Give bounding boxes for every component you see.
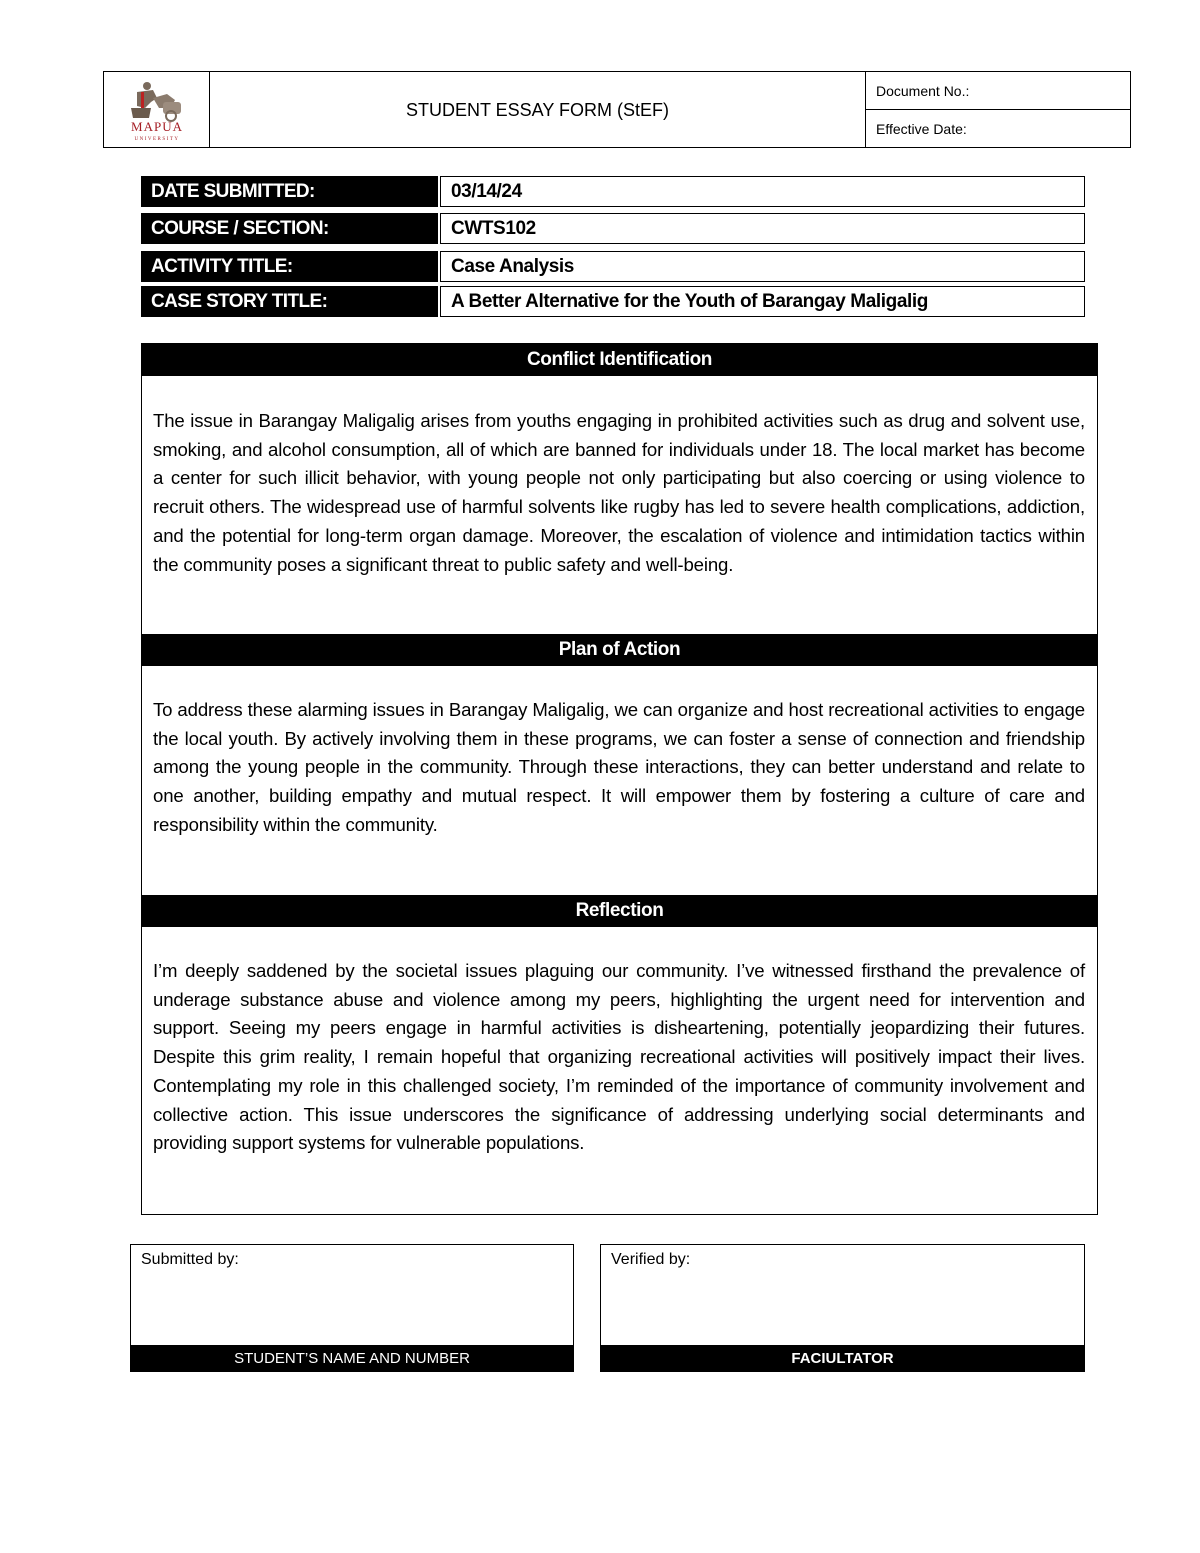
section-heading-reflection: Reflection (142, 895, 1097, 927)
document-no-label: Document No.: (866, 72, 1130, 110)
seal-icon (123, 78, 191, 142)
svg-text:UNIVERSITY: UNIVERSITY (134, 136, 179, 142)
verified-by-box (600, 1244, 1085, 1372)
verified-by-label: Verified by: (611, 1251, 691, 1268)
info-value: CWTS102 (440, 213, 1085, 244)
facilitator-footer: FACIULTATOR (601, 1345, 1084, 1371)
info-row-activity-title (141, 251, 1085, 282)
document-meta (866, 72, 1130, 147)
svg-text:MAPUA: MAPUA (130, 118, 183, 134)
section-body-conflict: The issue in Barangay Maligalig arises from youths engaging in prohibited activities such as drug and solvent use, smoking, and alcohol consumption, all of which are banned for individuals under 18. The local market has become a center for such illicit behavior, with young people not only participating but also coercing or using violence to recruit others. The widespread use of harmful solvents like rugby has led to severe health complications, addiction, and the potential for long-term organ damage. Moreover, the escalation of violence and intimidation tactics within the community poses a significant threat to public safety and well-being. (153, 410, 1085, 575)
info-value: Case Analysis (440, 251, 1085, 282)
form-header (103, 71, 1131, 148)
info-row-date-submitted (141, 176, 1085, 207)
section-heading-plan: Plan of Action (142, 634, 1097, 666)
section-heading-conflict: Conflict Identification (142, 344, 1097, 376)
info-label: COURSE / SECTION: (141, 213, 438, 244)
section-body-plan: To address these alarming issues in Barangay Maligalig, we can organize and host recreational activities to engage the local youth. By actively involving them in these programs, we can foster a sense of connection and friendship among the young people in the community. Through these interactions, they can better understand and relate to one another, building empathy and mutual respect. It will empower them by fostering a culture of care and responsibility within the community. (153, 699, 1085, 835)
info-row-course-section (141, 213, 1085, 244)
info-label: DATE SUBMITTED: (141, 176, 438, 207)
form-title: STUDENT ESSAY FORM (StEF) (210, 72, 866, 147)
submitted-by-label: Submitted by: (141, 1251, 239, 1268)
info-label: ACTIVITY TITLE: (141, 251, 438, 282)
info-row-case-story-title (141, 286, 1085, 317)
section-body-reflection: I’m deeply saddened by the societal issues plaguing our community. I’ve witnessed firsthand the prevalence of underage substance abuse and violence among my peers, highlighting the urgent need for intervention and support. Seeing my peers engage in harmful activities is disheartening, potentially jeopardizing their futures. Despite this grim reality, I remain hopeful that organizing recreational activities will positively impact their lives. Contemplating my role in this challenged society, I’m reminded of the importance of community involvement and collective action. This issue underscores the significance of addressing underlying social determinants and providing support systems for vulnerable populations. (153, 960, 1085, 1154)
info-value: A Better Alternative for the Youth of Barangay Maligalig (440, 286, 1085, 317)
effective-date-label: Effective Date: (876, 120, 967, 137)
submitted-by-box (130, 1244, 574, 1372)
info-label: CASE STORY TITLE: (141, 286, 438, 317)
info-value: 03/14/24 (440, 176, 1085, 207)
university-logo (104, 72, 210, 147)
student-name-footer: STUDENT’S NAME AND NUMBER (131, 1345, 573, 1371)
essay-box (141, 343, 1098, 1215)
